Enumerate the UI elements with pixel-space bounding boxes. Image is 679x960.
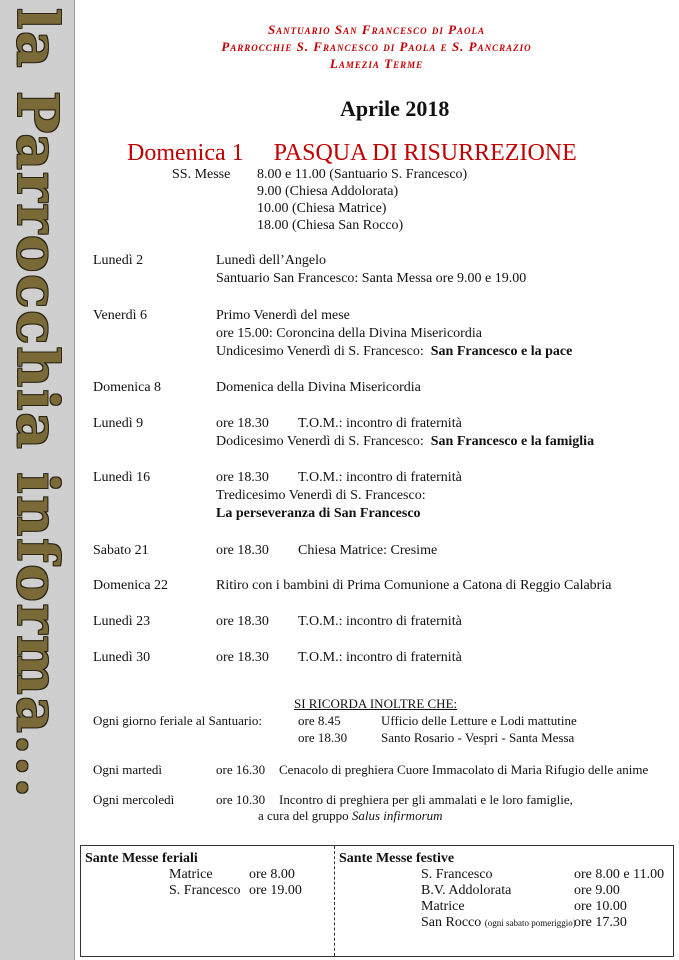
event-day: Domenica 22 xyxy=(93,578,169,593)
holiday-place: Matrice xyxy=(421,899,465,914)
event-day: Lunedì 9 xyxy=(93,416,144,431)
header-line-1: Santuario San Francesco di Paola xyxy=(267,22,486,37)
event-line: Primo Venerdì del mese xyxy=(216,308,350,323)
event-line-pre: Dodicesimo Venerdì di S. Francesco: xyxy=(216,434,424,449)
holiday-time: ore 8.00 e 11.00 xyxy=(574,867,665,882)
wednesday-label: Ogni mercoledì xyxy=(93,792,175,807)
holiday-time: ore 9.00 xyxy=(574,883,620,898)
easter-title: PASQUA DI RISURREZIONE xyxy=(273,140,577,166)
masses-label: SS. Messe xyxy=(172,167,231,182)
weekday-time: ore 19.00 xyxy=(249,883,302,898)
mass-line: 8.00 e 11.00 (Santuario S. Francesco) xyxy=(257,167,468,182)
daily-desc: Santo Rosario - Vespri - Santa Messa xyxy=(381,730,575,745)
easter-heading xyxy=(127,140,577,167)
event-line: Domenica della Divina Misericordia xyxy=(216,380,421,395)
wednesday-desc: Incontro di preghiera per gli ammalati e le loro famiglie, xyxy=(279,792,573,807)
event-day: Domenica 8 xyxy=(93,380,162,395)
header-line-3: Lamezia Terme xyxy=(329,56,424,71)
tuesday-desc: Cenacolo di preghiera Cuore Immacolato di Maria Rifugio delle anime xyxy=(279,762,649,777)
event-line: Ritiro con i bambini di Prima Comunione a Catona di Reggio Calabria xyxy=(216,578,612,593)
event-time: ore 18.30 xyxy=(216,543,269,558)
event-line: ore 15.00: Coroncina della Divina Misericordia xyxy=(216,326,482,341)
holiday-time: ore 10.00 xyxy=(574,899,627,914)
holiday-place: B.V. Addolorata xyxy=(421,883,512,898)
event-desc: T.O.M.: incontro di fraternità xyxy=(298,470,462,485)
holiday-place-name: San Rocco xyxy=(421,915,482,930)
daily-desc: Ufficio delle Letture e Lodi mattutine xyxy=(381,713,577,728)
mass-line: 10.00 (Chiesa Matrice) xyxy=(257,201,387,216)
holiday-place: S. Francesco xyxy=(421,867,493,882)
event-day: Lunedì 16 xyxy=(93,470,151,485)
wednesday-desc-2 xyxy=(258,808,443,824)
event-desc: Chiesa Matrice: Cresime xyxy=(298,543,438,558)
wednesday-desc-2-italic: Salus infirmorum xyxy=(351,808,443,823)
event-line xyxy=(216,434,594,450)
event-line-bold: San Francesco e la pace xyxy=(430,344,573,359)
wednesday-time: ore 10.30 xyxy=(216,792,266,807)
event-line-bold: San Francesco e la famiglia xyxy=(430,434,595,449)
weekday-place: S. Francesco xyxy=(169,883,241,898)
holiday-place-note: (ogni sabato pomeriggio) xyxy=(484,918,576,928)
weekday-heading: Sante Messe feriali xyxy=(85,851,198,866)
tuesday-time: ore 16.30 xyxy=(216,762,266,777)
event-day: Venerdì 6 xyxy=(93,308,148,323)
event-day: Lunedì 2 xyxy=(93,253,144,268)
event-line-pre: Tredicesimo Venerdì di S. Francesco: xyxy=(216,488,426,503)
header-line-2: Parrocchie S. Francesco di Paola e S. Pancrazio xyxy=(221,39,532,54)
box-divider xyxy=(334,846,335,956)
holiday-place xyxy=(421,915,576,931)
event-time: ore 18.30 xyxy=(216,470,269,485)
event-time: ore 18.30 xyxy=(216,650,269,665)
event-line-bold: La perseveranza di San Francesco xyxy=(216,506,421,521)
side-title: la Parrocchia informa... xyxy=(4,8,70,800)
event-line: Santuario San Francesco: Santa Messa ore 9.00 e 19.00 xyxy=(216,271,527,286)
event-desc: T.O.M.: incontro di fraternità xyxy=(298,614,462,629)
weekday-place: Matrice xyxy=(169,867,213,882)
month-title: Aprile 2018 xyxy=(340,96,450,121)
event-line: Lunedì dell’Angelo xyxy=(216,253,327,268)
mass-line: 18.00 (Chiesa San Rocco) xyxy=(257,218,404,233)
event-desc: T.O.M.: incontro di fraternità xyxy=(298,650,462,665)
daily-time: ore 8.45 xyxy=(298,713,341,728)
event-line-pre: Undicesimo Venerdì di S. Francesco: xyxy=(216,344,424,359)
event-desc: T.O.M.: incontro di fraternità xyxy=(298,416,462,431)
side-banner xyxy=(0,0,75,960)
holiday-heading: Sante Messe festive xyxy=(339,851,455,866)
weekday-time: ore 8.00 xyxy=(249,867,295,882)
event-day: Lunedì 23 xyxy=(93,614,151,629)
tuesday-label: Ogni martedì xyxy=(93,762,162,777)
event-time: ore 18.30 xyxy=(216,416,269,431)
mass-schedule-box xyxy=(80,845,674,957)
mass-line: 9.00 (Chiesa Addolorata) xyxy=(257,184,399,199)
holiday-time: ore 17.30 xyxy=(574,915,627,930)
event-day: Lunedì 30 xyxy=(93,650,151,665)
reminders-heading: SI RICORDA INOLTRE CHE: xyxy=(294,696,458,711)
event-time: ore 18.30 xyxy=(216,614,269,629)
daily-time: ore 18.30 xyxy=(298,730,348,745)
daily-label: Ogni giorno feriale al Santuario: xyxy=(93,713,262,728)
event-day: Sabato 21 xyxy=(93,543,149,558)
easter-day: Domenica 1 xyxy=(127,140,244,166)
event-line xyxy=(216,344,572,360)
wednesday-desc-2-pre: a cura del gruppo xyxy=(258,808,349,823)
